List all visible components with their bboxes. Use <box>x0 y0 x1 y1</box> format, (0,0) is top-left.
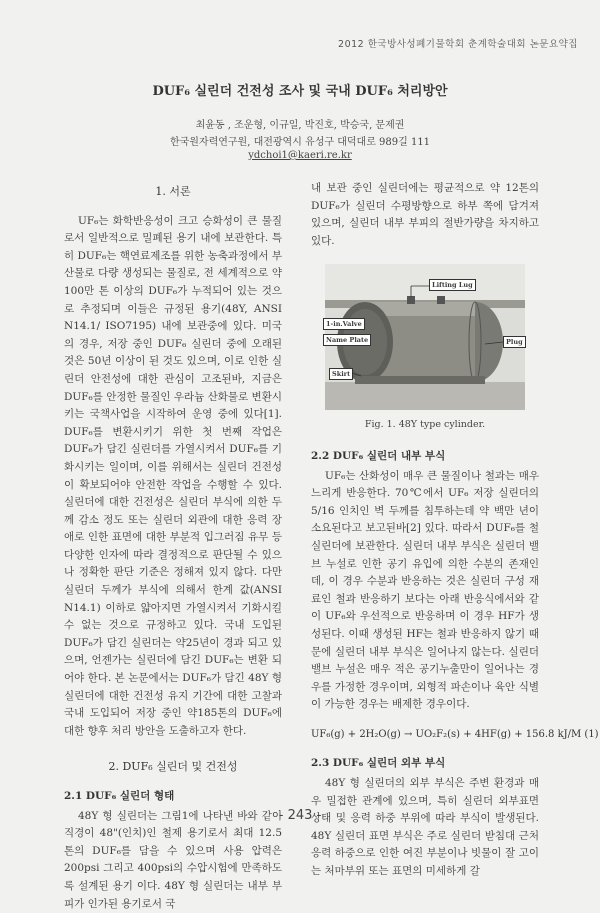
right-column <box>311 180 599 881</box>
label-lifting-lug: Lifting Lug <box>429 279 476 291</box>
label-skirt: Skirt <box>329 368 353 380</box>
figure-48y-cylinder <box>325 264 525 410</box>
section-2-1-paragraph: 48Y 형 실린더는 그림1에 나타낸 바와 같이 직경이 48"(인치)인 철제 용기로서 최대 12.5톤의 DUF₆를 담을 수 있으며 사용 압력은 200psi 그리고 400psi의 수압시험에 만족하도록 설계된 용기 이다. 48Y 형 실린더는 내부 부피가 인가된 용기로서 국 <box>64 809 282 910</box>
page-number: - 243 - <box>278 808 322 823</box>
left-column <box>64 180 282 913</box>
label-plug: Plug <box>503 336 526 348</box>
section-1-title: 1. 서론 <box>155 185 191 198</box>
label-valve: 1-in.Valve <box>323 318 365 330</box>
affiliation: 한국원자력연구원, 대전광역시 유성구 대덕대로 989길 111 <box>169 137 431 148</box>
reaction-equation: UF₆(g) + 2H₂O(g) → UO₂F₂(s) + 4HF(g) + 156.8 kJ/M (1) <box>311 728 599 740</box>
section-2-2-title: 2.2 DUF₆ 실린더 내부 부식 <box>311 449 446 462</box>
email-link[interactable]: ydchoi1@kaeri.re.kr <box>248 150 352 161</box>
section-1-paragraph: UF₆는 화학반응성이 크고 승화성이 큰 물질로서 일반적으로 밀폐된 용기 내에 보관한다. 특히 DUF₆는 핵연료제조를 위한 농축과정에서 부산물로 다량 생성되는 물질로, 전 세계적으로 약100만 톤 이상의 DUF₆가 누적되어 있는 것으로 추정되며 이들은 규정된 용기(48Y, ANSI N14.1/ ISO7195) 내에 보관중에 있다. 미국의 경우, 저장 중인 DUF₆ 실린더 중에 오래된 것은 50년 이상이 된 것도 있으며, 이로 인한 실린더 안전성에 대한 관심이 고조된바, 지금은 DUF₆를 안정한 물질인 우라늄 산화물로 변환시키는 국책사업을 시작하여 운영 중에 있다[1]. DUF₆를 변환시키기 위한 첫 번째 작업은 DUF₆가 담긴 실린더를 가열시켜서 DUF₆를 기화시키는 일이며, 이를 위해서는 실린더 건전성이 확보되어야 안전한 작업을 수행할 수 있다. 실린더에 대한 건전성은 실린더 부식에 의한 두께 감소 정도 또는 실린더 외관에 대한 응력 장애로 인한 표면에 대한 부분적 입그러짐 유무 등 다양한 인자에 따라 결정적으로 판단될 수 있으나 정확한 판단 기준은 정해져 있지 않다. 다만 실린더 두께가 부식에 의해서 한계 값(ANSI N14.1) 이하로 얇아지면 가열시켜서 기화시킬 수 없는 것으로 규정하고 있다. 국내 도입된 DUF₆가 담긴 실린더는 약25년이 경과 되고 있으며, 언젠가는 실린더에 담긴 DUF₆는 변환 되어야 한다. 본 논문에서는 DUF₆가 담긴 48Y 형 실린더에 대한 건전성 유지 기간에 대한 고찰과 국내 도입되어 저장 중인 약185톤의 DUF₆에 대한 향후 처리 방안을 도출하고자 한다. <box>64 214 282 737</box>
section-2-3-title: 2.3 DUF₆ 실린더 외부 부식 <box>311 757 446 770</box>
journal-header: 2012 한국방사성폐기물학회 춘계학술대회 논문요약집 <box>338 39 578 50</box>
paper-title: DUF₆ 실린더 건전성 조사 및 국내 DUF₆ 처리방안 <box>152 84 448 99</box>
label-name-plate: Name Plate <box>323 334 371 346</box>
section-2-3-paragraph: 48Y 형 실린더의 외부 부식은 주변 환경과 매우 밀접한 관계에 있으며, 특히 실린더 외부표면 상태 및 응력 하중 부위에 따라 부식이 발생된다. 48Y 실린더 표면 부식은 주로 실린더 받침대 근처 응력 하중으로 인한 여진 부분이나 빗물이 잘 고이는 처마부위 또는 표면의 미세하게 갈 <box>311 777 539 878</box>
figure-caption: Fig. 1. 48Y type cylinder. <box>364 419 486 431</box>
continued-paragraph: 내 보관 중인 실린더에는 평균적으로 약 12톤의 DUF₆가 실린더 수평방향으로 하부 쪽에 담겨져 있으며, 실린더 내부 부피의 절반가량을 차지하고 있다. <box>311 182 539 247</box>
section-2-title: 2. DUF₆ 실린더 및 건전성 <box>108 760 238 774</box>
authors: 최윤동 , 조운형, 이규일, 박진호, 박승국, 문제권 <box>195 120 405 131</box>
section-2-2-paragraph: UF₆는 산화성이 매우 큰 물질이나 철과는 매우 느리게 반응한다. 70℃에서 UF₆ 저장 실린더의 5/16 인치인 벽 두께를 침투하는데 약 백만 년이 소요된다고 보고된바[2] 있다. 따라서 DUF₆를 철 실린더에 보관한다. 실린더 내부 부식은 실린더 밸브 누설로 인한 공기 유입에 의한 수분의 존재인데, 이 경우 수분과 반응하는 것은 실린더 구성 재료인 철과 반응하기 보다는 아래 반응식에서와 같이 UF₆와 우선적으로 반응하며 이 경우 HF가 생성된다. 이때 생성된 HF는 철과 반응하지 않기 때문에 실린더 내부 부식은 일어나지 않는다. 실린더 밸브 누설은 매우 적은 공기누출만이 일어나는 경우를 가정한 경우이며, 외형적 파손이나 육안 식별이 가능한 경우는 배제한 경우이다. <box>311 469 539 711</box>
section-2-1-title: 2.1 DUF₆ 실린더 형태 <box>64 790 175 802</box>
